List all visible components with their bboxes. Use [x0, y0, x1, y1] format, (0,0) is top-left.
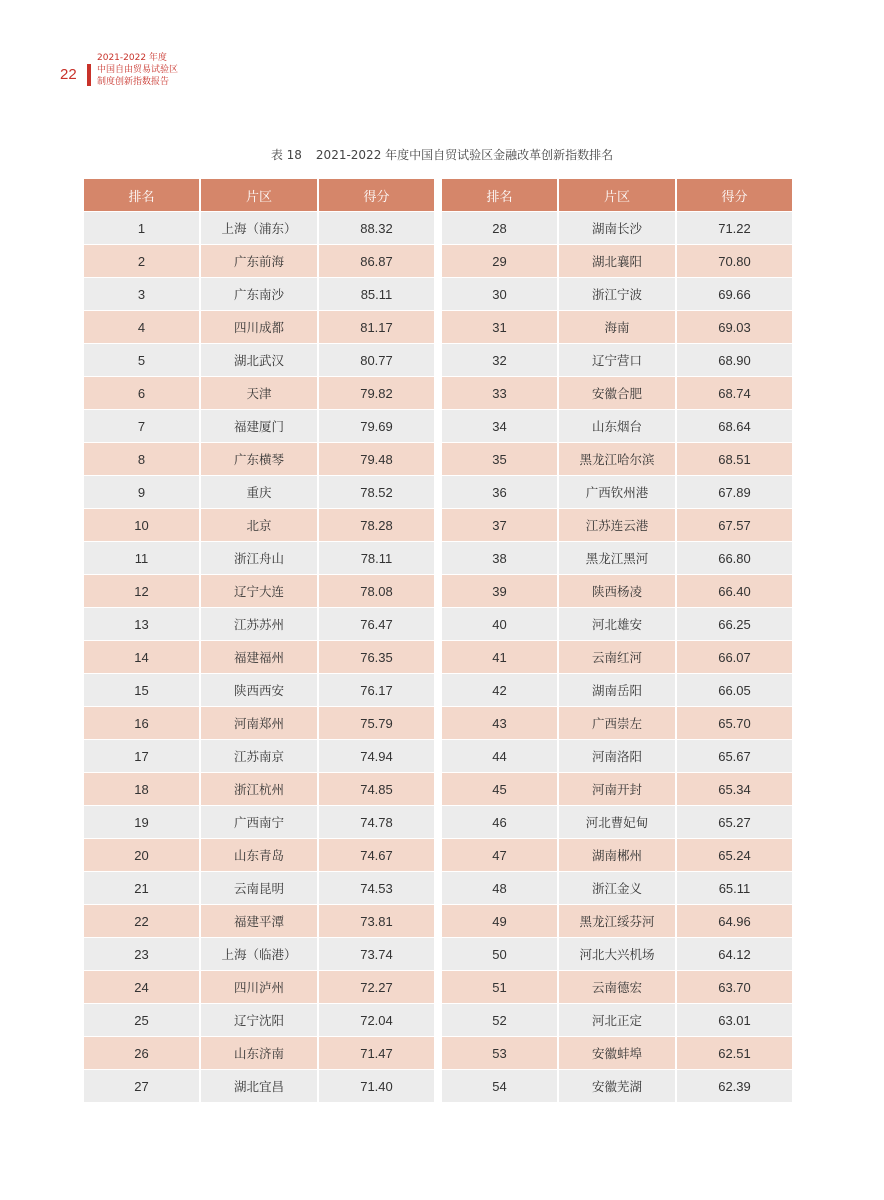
table-header-row: [442, 179, 792, 212]
page-number: 22: [60, 66, 77, 83]
table-row: [84, 839, 434, 872]
zone-cell: 四川成都: [200, 311, 318, 344]
table-row: [442, 443, 792, 476]
rank-cell: 5: [84, 344, 200, 377]
rank-cell: 8: [84, 443, 200, 476]
score-cell: 65.24: [676, 839, 792, 872]
zone-cell: 河南开封: [558, 773, 676, 806]
score-cell: 76.35: [318, 641, 434, 674]
zone-cell: 上海（临港）: [200, 938, 318, 971]
rank-cell: 21: [84, 872, 200, 905]
col-header-zone: 片区: [200, 179, 318, 212]
rank-cell: 54: [442, 1070, 558, 1103]
table-row: [442, 905, 792, 938]
score-cell: 71.22: [676, 212, 792, 245]
zone-cell: 黑龙江黑河: [558, 542, 676, 575]
table-row: [84, 905, 434, 938]
table-number: 表 18: [270, 148, 302, 162]
ranking-table-left-body: [84, 212, 434, 1103]
rank-cell: 13: [84, 608, 200, 641]
score-cell: 63.70: [676, 971, 792, 1004]
score-cell: 73.74: [318, 938, 434, 971]
score-cell: 79.82: [318, 377, 434, 410]
zone-cell: 山东青岛: [200, 839, 318, 872]
table-row: [84, 410, 434, 443]
zone-cell: 北京: [200, 509, 318, 542]
table-row: [84, 641, 434, 674]
rank-cell: 49: [442, 905, 558, 938]
score-cell: 66.07: [676, 641, 792, 674]
zone-cell: 山东济南: [200, 1037, 318, 1070]
rank-cell: 35: [442, 443, 558, 476]
zone-cell: 广西南宁: [200, 806, 318, 839]
table-row: [84, 740, 434, 773]
ranking-table-left: [84, 179, 434, 1102]
col-header-zone: 片区: [558, 179, 676, 212]
zone-cell: 云南红河: [558, 641, 676, 674]
table-row: [442, 839, 792, 872]
table-row: [84, 377, 434, 410]
rank-cell: 3: [84, 278, 200, 311]
table-row: [84, 311, 434, 344]
rank-cell: 4: [84, 311, 200, 344]
zone-cell: 福建平潭: [200, 905, 318, 938]
rank-cell: 18: [84, 773, 200, 806]
zone-cell: 四川泸州: [200, 971, 318, 1004]
table-row: [442, 377, 792, 410]
zone-cell: 辽宁营口: [558, 344, 676, 377]
report-title-block: [97, 52, 178, 88]
score-cell: 74.67: [318, 839, 434, 872]
rank-cell: 20: [84, 839, 200, 872]
table-row: [442, 410, 792, 443]
score-cell: 69.03: [676, 311, 792, 344]
table-row: [84, 608, 434, 641]
table-row: [442, 872, 792, 905]
score-cell: 66.25: [676, 608, 792, 641]
table-title: 2021-2022 年度中国自贸试验区金融改革创新指数排名: [315, 148, 614, 162]
rank-cell: 27: [84, 1070, 200, 1103]
rank-cell: 22: [84, 905, 200, 938]
zone-cell: 浙江宁波: [558, 278, 676, 311]
rank-cell: 11: [84, 542, 200, 575]
score-cell: 78.28: [318, 509, 434, 542]
report-title-line-2: 中国自由贸易试验区: [97, 65, 179, 75]
zone-cell: 河北正定: [558, 1004, 676, 1037]
table-row: [442, 1004, 792, 1037]
table-header-row: [84, 179, 434, 212]
rank-cell: 38: [442, 542, 558, 575]
zone-cell: 浙江金义: [558, 872, 676, 905]
score-cell: 63.01: [676, 1004, 792, 1037]
table-row: [84, 806, 434, 839]
table-row: [442, 674, 792, 707]
zone-cell: 黑龙江绥芬河: [558, 905, 676, 938]
zone-cell: 广东横琴: [200, 443, 318, 476]
col-header-score: 得分: [318, 179, 434, 212]
score-cell: 74.78: [318, 806, 434, 839]
table-row: [84, 872, 434, 905]
score-cell: 68.51: [676, 443, 792, 476]
rank-cell: 33: [442, 377, 558, 410]
score-cell: 62.39: [676, 1070, 792, 1103]
zone-cell: 湖北襄阳: [558, 245, 676, 278]
rank-cell: 2: [84, 245, 200, 278]
zone-cell: 浙江舟山: [200, 542, 318, 575]
score-cell: 71.40: [318, 1070, 434, 1103]
rank-cell: 40: [442, 608, 558, 641]
col-header-rank: 排名: [442, 179, 558, 212]
table-row: [442, 542, 792, 575]
table-row: [442, 773, 792, 806]
score-cell: 69.66: [676, 278, 792, 311]
zone-cell: 上海（浦东）: [200, 212, 318, 245]
zone-cell: 湖北武汉: [200, 344, 318, 377]
table-row: [84, 278, 434, 311]
zone-cell: 陕西西安: [200, 674, 318, 707]
score-cell: 72.27: [318, 971, 434, 1004]
score-cell: 73.81: [318, 905, 434, 938]
rank-cell: 39: [442, 575, 558, 608]
rank-cell: 48: [442, 872, 558, 905]
rank-cell: 53: [442, 1037, 558, 1070]
score-cell: 81.17: [318, 311, 434, 344]
table-row: [84, 773, 434, 806]
rank-cell: 9: [84, 476, 200, 509]
ranking-table-right-body: [442, 212, 792, 1103]
table-row: [442, 509, 792, 542]
score-cell: 65.11: [676, 872, 792, 905]
zone-cell: 江苏苏州: [200, 608, 318, 641]
rank-cell: 44: [442, 740, 558, 773]
table-row: [442, 575, 792, 608]
rank-cell: 23: [84, 938, 200, 971]
rank-cell: 52: [442, 1004, 558, 1037]
rank-cell: 28: [442, 212, 558, 245]
score-cell: 78.52: [318, 476, 434, 509]
zone-cell: 福建福州: [200, 641, 318, 674]
rank-cell: 32: [442, 344, 558, 377]
score-cell: 64.12: [676, 938, 792, 971]
table-row: [84, 443, 434, 476]
table-row: [84, 971, 434, 1004]
score-cell: 68.90: [676, 344, 792, 377]
table-row: [442, 608, 792, 641]
table-row: [84, 575, 434, 608]
score-cell: 74.94: [318, 740, 434, 773]
zone-cell: 安徽蚌埠: [558, 1037, 676, 1070]
rank-cell: 17: [84, 740, 200, 773]
zone-cell: 海南: [558, 311, 676, 344]
score-cell: 66.80: [676, 542, 792, 575]
score-cell: 64.96: [676, 905, 792, 938]
rank-cell: 36: [442, 476, 558, 509]
zone-cell: 福建厦门: [200, 410, 318, 443]
score-cell: 86.87: [318, 245, 434, 278]
col-header-rank: 排名: [84, 179, 200, 212]
score-cell: 66.40: [676, 575, 792, 608]
table-row: [84, 1070, 434, 1103]
zone-cell: 安徽芜湖: [558, 1070, 676, 1103]
zone-cell: 浙江杭州: [200, 773, 318, 806]
rank-cell: 43: [442, 707, 558, 740]
table-row: [442, 707, 792, 740]
rank-cell: 41: [442, 641, 558, 674]
score-cell: 78.08: [318, 575, 434, 608]
zone-cell: 湖北宜昌: [200, 1070, 318, 1103]
table-row: [442, 476, 792, 509]
rank-cell: 34: [442, 410, 558, 443]
report-title-line-1: 2021-2022 年度: [97, 53, 167, 63]
score-cell: 68.64: [676, 410, 792, 443]
score-cell: 78.11: [318, 542, 434, 575]
rank-cell: 45: [442, 773, 558, 806]
score-cell: 80.77: [318, 344, 434, 377]
zone-cell: 河北曹妃甸: [558, 806, 676, 839]
zone-cell: 陕西杨凌: [558, 575, 676, 608]
table-row: [442, 938, 792, 971]
report-title-line-3: 制度创新指数报告: [97, 77, 170, 87]
table-row: [84, 674, 434, 707]
rank-cell: 12: [84, 575, 200, 608]
zone-cell: 重庆: [200, 476, 318, 509]
zone-cell: 广西崇左: [558, 707, 676, 740]
rank-cell: 31: [442, 311, 558, 344]
rank-cell: 6: [84, 377, 200, 410]
score-cell: 88.32: [318, 212, 434, 245]
rank-cell: 10: [84, 509, 200, 542]
col-header-score: 得分: [676, 179, 792, 212]
table-row: [84, 344, 434, 377]
table-row: [442, 641, 792, 674]
table-row: [442, 1070, 792, 1103]
zone-cell: 广西钦州港: [558, 476, 676, 509]
rank-cell: 42: [442, 674, 558, 707]
rank-cell: 29: [442, 245, 558, 278]
table-row: [442, 245, 792, 278]
table-row: [442, 1037, 792, 1070]
score-cell: 76.47: [318, 608, 434, 641]
score-cell: 62.51: [676, 1037, 792, 1070]
zone-cell: 江苏南京: [200, 740, 318, 773]
zone-cell: 辽宁大连: [200, 575, 318, 608]
score-cell: 67.89: [676, 476, 792, 509]
score-cell: 68.74: [676, 377, 792, 410]
zone-cell: 河北雄安: [558, 608, 676, 641]
table-row: [84, 1037, 434, 1070]
zone-cell: 广东南沙: [200, 278, 318, 311]
zone-cell: 云南昆明: [200, 872, 318, 905]
zone-cell: 河南洛阳: [558, 740, 676, 773]
score-cell: 65.27: [676, 806, 792, 839]
rank-cell: 50: [442, 938, 558, 971]
rank-cell: 7: [84, 410, 200, 443]
score-cell: 79.69: [318, 410, 434, 443]
zone-cell: 天津: [200, 377, 318, 410]
score-cell: 66.05: [676, 674, 792, 707]
table-row: [442, 740, 792, 773]
score-cell: 75.79: [318, 707, 434, 740]
table-row: [442, 971, 792, 1004]
rank-cell: 1: [84, 212, 200, 245]
rank-cell: 26: [84, 1037, 200, 1070]
table-row: [84, 476, 434, 509]
rank-cell: 47: [442, 839, 558, 872]
rank-cell: 37: [442, 509, 558, 542]
zone-cell: 湖南岳阳: [558, 674, 676, 707]
score-cell: 67.57: [676, 509, 792, 542]
zone-cell: 河北大兴机场: [558, 938, 676, 971]
zone-cell: 辽宁沈阳: [200, 1004, 318, 1037]
rank-cell: 24: [84, 971, 200, 1004]
table-row: [84, 245, 434, 278]
rank-cell: 15: [84, 674, 200, 707]
score-cell: 79.48: [318, 443, 434, 476]
zone-cell: 广东前海: [200, 245, 318, 278]
zone-cell: 黑龙江哈尔滨: [558, 443, 676, 476]
rank-cell: 51: [442, 971, 558, 1004]
zone-cell: 湖南长沙: [558, 212, 676, 245]
rank-cell: 30: [442, 278, 558, 311]
score-cell: 71.47: [318, 1037, 434, 1070]
score-cell: 74.85: [318, 773, 434, 806]
table-row: [442, 212, 792, 245]
rank-cell: 19: [84, 806, 200, 839]
table-row: [84, 509, 434, 542]
rank-cell: 25: [84, 1004, 200, 1037]
rank-cell: 14: [84, 641, 200, 674]
header-divider-bar: [87, 64, 91, 86]
zone-cell: 山东烟台: [558, 410, 676, 443]
table-row: [84, 707, 434, 740]
table-row: [442, 806, 792, 839]
table-row: [442, 344, 792, 377]
zone-cell: 云南德宏: [558, 971, 676, 1004]
rank-cell: 46: [442, 806, 558, 839]
table-row: [84, 542, 434, 575]
zone-cell: 河南郑州: [200, 707, 318, 740]
score-cell: 65.67: [676, 740, 792, 773]
score-cell: 74.53: [318, 872, 434, 905]
score-cell: 70.80: [676, 245, 792, 278]
zone-cell: 安徽合肥: [558, 377, 676, 410]
zone-cell: 湖南郴州: [558, 839, 676, 872]
table-caption: [0, 146, 884, 163]
table-row: [84, 212, 434, 245]
score-cell: 76.17: [318, 674, 434, 707]
score-cell: 65.34: [676, 773, 792, 806]
table-row: [442, 278, 792, 311]
ranking-table-right: [442, 179, 792, 1102]
table-row: [84, 1004, 434, 1037]
score-cell: 85.11: [318, 278, 434, 311]
table-row: [442, 311, 792, 344]
rank-cell: 16: [84, 707, 200, 740]
table-row: [84, 938, 434, 971]
score-cell: 72.04: [318, 1004, 434, 1037]
score-cell: 65.70: [676, 707, 792, 740]
zone-cell: 江苏连云港: [558, 509, 676, 542]
